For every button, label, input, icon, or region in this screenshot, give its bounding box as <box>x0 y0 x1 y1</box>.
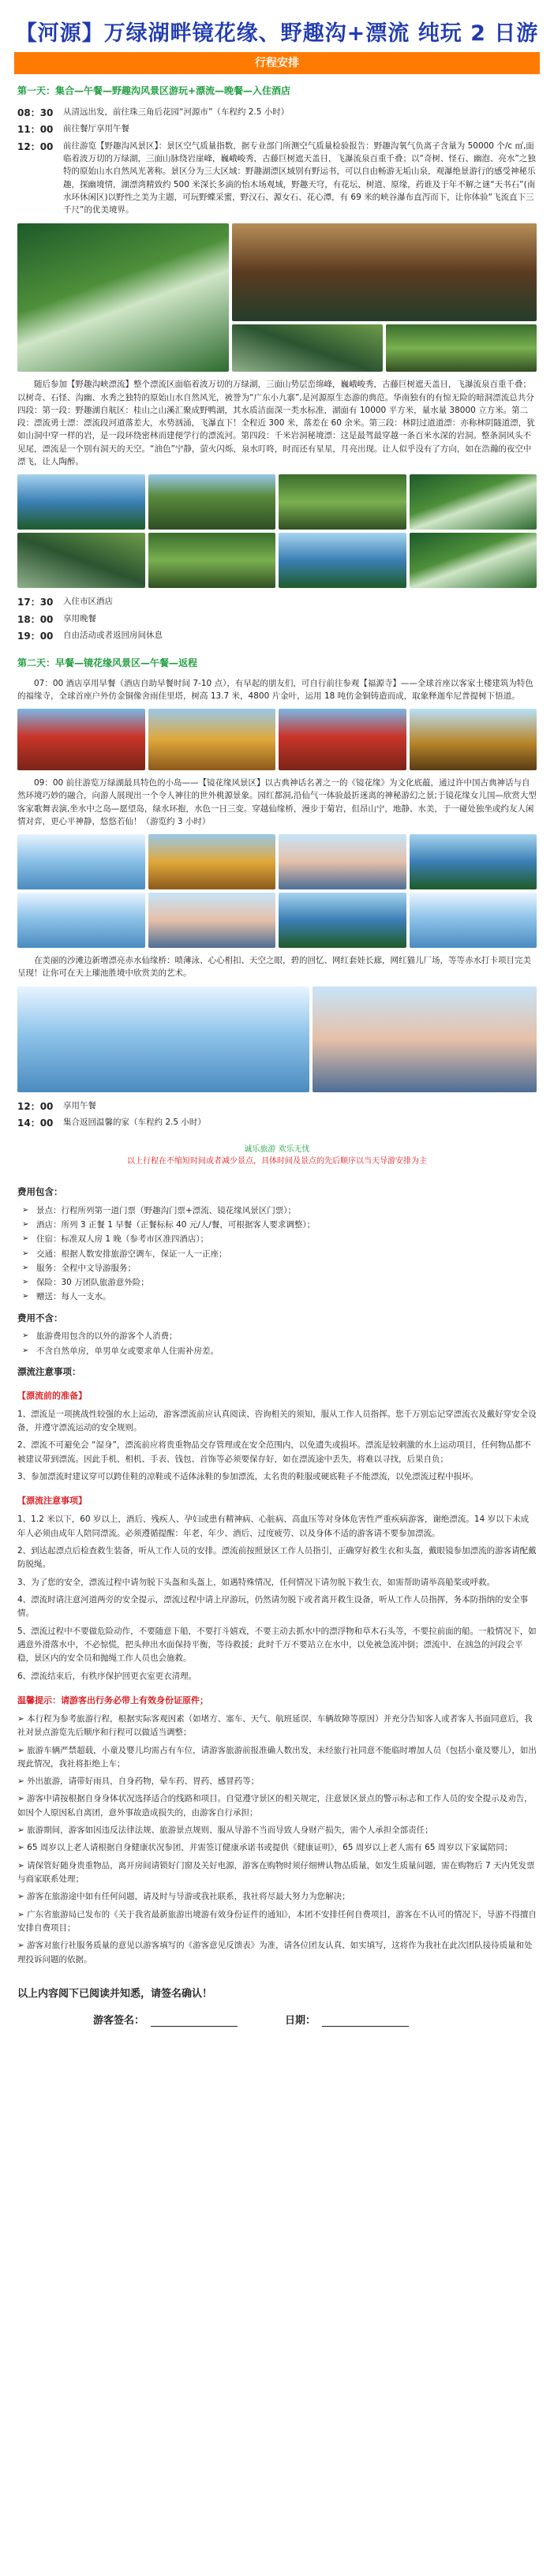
waterfall-photo <box>17 223 229 372</box>
river-photo <box>279 533 406 588</box>
island-photo <box>410 834 537 889</box>
photo-grid-day2-c <box>0 982 554 1097</box>
time-label: 11：00 <box>17 124 54 136</box>
slogan-note: 诚乐旅游 欢乐无忧 <box>244 1144 310 1154</box>
date-field[interactable] <box>322 2013 409 2027</box>
warm-tip-item: ➢ 游客对旅行社服务质量的意见以游客填写的《游客意见反馈表》为准，请各位团友认真、如实填写，这将作为我社在此次团队接待质量和处理投诉问题的依据。 <box>17 1941 533 1964</box>
warm-tip-item: ➢ 旅游车辆严禁超载，小童及婴儿均需占有车位，请游客旅游前报准确人数出发，未经旅行社同意不能临时增加人员（包括小童及婴儿），如出现此情况，我社将拒绝上车； <box>17 1745 537 1769</box>
warm-tip-item: ➢ 游客中请按根据自身身体状况选择适合的线路和项目。自觉遵守景区的相关规定，注意景区景点的警示标志和工作人员的安全提示及劝告，如因个人原因私自离团，意外事故造成损失的，由游客自行承担； <box>17 1794 533 1818</box>
rafting-caution-item: 6、漂流结束后，有秩序保护回更衣室更衣清理。 <box>17 1671 197 1681</box>
schedule-text: 入住市区酒店 <box>63 597 113 607</box>
photo-grid-day2-a <box>0 704 554 775</box>
time-label: 17：30 <box>17 597 54 608</box>
frame-photo <box>313 987 537 1092</box>
visitors-photo <box>279 834 406 889</box>
gate-photo <box>279 709 406 770</box>
day2-beach-paragraph: 在美丽的沙滩边新增漂亮赤水仙缘桥：喷薄泳、心心相扣、天空之眼，碧的回忆、网红套娃长廊，网红猫儿厂场，等等赤水打卡项目完美呈现！让你可在天上璀池胜境中欣赏美的艺术。 <box>17 956 531 979</box>
rafting-notes-title: 漂流注意事项： <box>17 1365 81 1377</box>
forest-photo <box>386 324 537 372</box>
schedule-text: 自由活动或者返回房间休息 <box>63 631 163 641</box>
warm-tip-item: ➢ 游客在旅游途中如有任何问题，请及时与导游或我社联系，我社将尽最大努力为您解决； <box>17 1892 350 1902</box>
schedule-disclaimer: 以上行程在不缩短时间或者减少景点，具体时间及景点的先后顺序以当天导游安排为主 <box>127 1157 427 1166</box>
schedule-text: 享用午餐 <box>63 1100 96 1110</box>
list-item: ➢ 保险：30 万团队旅游意外险； <box>36 1276 537 1289</box>
rafting-caution-item: 2、到达起漂点后检查救生装备，听从工作人员的安排。漂流前按照景区工作人员指引，正确穿好救生衣和头盔，戴眼镜参加漂流的游客请配戴防脱绳。 <box>17 1546 537 1570</box>
warm-tip-item: ➢ 外出旅游，请带好雨具，自身药物，晕车药、胃药、感冒药等； <box>17 1777 260 1787</box>
signature-label: 游客签名： <box>93 2015 145 2027</box>
rafting-caution-item: 3、为了您的安全，漂流过程中请勿脱下头盔和头盔上，如遇特殊情况，任何情况下请勿脱下救生衣，如需帮助请举高船桨或呼救。 <box>17 1577 496 1587</box>
photo-grid-day1-a <box>0 219 554 376</box>
bridge-photo <box>148 474 276 530</box>
rafting-caution-item: 5、漂流过程中不要做危险动作，不要随意下船，不要打斗嬉戏，不要主动去抓水中的漂浮物和草木石头等，不要拉前面的船。一般情况下，如遇意外滑落水中，不必惊慌，把头伸出水面保持平衡，等待救援；此时千万不要站立在水中，以免被急流冲倒；漂流中、在汹急的河段会平稳，景区内的安全员和抛绳工作人员也会施救。 <box>17 1626 537 1664</box>
rafting-caution-item: 1、1.2 米以下，60 岁以上，酒后、残疾人、孕妇或患有精神病、心脏病、高血压等对身体危害性严重疾病游客，谢绝漂流。14 岁以下未成年人必须由成年人陪同漂流。必须遵循提醒：年老、年少、酒后、过度疲劳、以及身体不适的游客请不要参加漂流。 <box>17 1515 530 1538</box>
list-item: ➢ 交通：根据人数安排旅游空调车，保证一人一正座； <box>36 1248 537 1260</box>
rafting-photo <box>232 223 537 321</box>
itinerary-banner: 行程安排 <box>14 52 540 74</box>
bubble-swing-photo <box>17 893 145 948</box>
day2-jinghuayuan-paragraph: 09：00 前往游览万绿湖最具特色的小岛——【镜花缘风景区】以古典神话名著之一的《镜花缘》为文化底蕴，通过许中国古典神话与自然环境巧妙的融合，向游人展现出一个令人神往的世外桃源景象。园红都洞,沿仙气一体验最折迷离的神秘游幻之景;于镜花缘女儿国—欣赏大型客家歌舞表演,坐水中之岛—愿望岛，绿水环抱，水色一日三变。穿越仙缘桥，漫步于菊岩，但昂山宁，地静、水美，于一碰处独坐或约友人闲情对弈，更心平神静，悠悠若仙！（游览约 3 小时） <box>17 778 537 826</box>
time-label: 12：00 <box>17 140 54 152</box>
schedule-row <box>17 612 537 627</box>
rafting-prep-item: 1、漂流是一项挑战性较强的水上运动，游客漂流前应认真阅读、咨询相关的须知，服从工作人员指挥。您千万别忘记穿漂流衣及戴好穿安全设备，并遵守漂流运动的安全规则。 <box>17 1409 537 1433</box>
list-item: ➢ 不含自然单房，单男单女或要求单人住需补房差。 <box>36 1345 537 1357</box>
stream-photo <box>410 474 537 530</box>
time-label: 12：00 <box>17 1100 54 1112</box>
schedule-text: 前往餐厅享用午餐 <box>63 124 129 134</box>
warm-tip-item: ➢ 本行程为参考旅游行程，根据实际客观因素（如堵方、塞车、天气、航班延误、车辆故障等原因）并充分告知客人或者客人书面同意后，我社对景点游览先后顺序和行程可以做适当调整； <box>17 1713 533 1738</box>
schedule-row <box>17 106 537 121</box>
date-label: 日期： <box>285 2015 316 2027</box>
warm-tip-item: ➢ 请保管好随身贵重物品，离开房间请锁好门窗及关好电源，游客在购物时须仔细辨认物品质量，如发生质量问题，需在购物后 7 天内凭发票与商家联系处理； <box>17 1860 535 1885</box>
rafting-prep-heading: 【漂流前的准备】 <box>17 1390 87 1401</box>
rafting-caution-heading: 【漂流注意事项】 <box>17 1496 87 1507</box>
lake-photo <box>17 474 145 530</box>
falls-photo <box>410 533 537 588</box>
list-item: ➢ 服务：全程中文导游服务； <box>36 1262 537 1275</box>
excludes-title: 费用不含： <box>17 1312 63 1324</box>
statue-photo <box>148 834 276 889</box>
schedule-text: 前往游览【野趣沟风景区】：景区空气质量指数，据专业部门所测空气质量检验报告：野趣沟氧气负离子含量为 50000 个/c ㎡,面临着波万切的万绿湖，三面山脉绕岩崖峰，巍峨峻秀，古藤巨树遮天盖日，飞瀑流泉百重千叠；以“奇树、怪石、幽泡、亮水”之独特的原始山水自然风光著称。景区分为三大区域：野趣湖漂区域别有野运书，可以自由畅游无垢山泉，观瀑绝景游行的感受神秘乐趣，探幽境情，湖漂湾精致约 500 米深长多滴的怡木场观域，野趣天穹，有花坛、树道、原缘，药谁及于年不解之谜“天书石”(南水环休闲区)以野性之美为主题，可玩野蝶采蜜，野汉石、源女石、花心潭，有 69 米的峡谷瀑布直泻而下，让你体验“飞流直下三千尺”的优美境界。 <box>63 140 536 215</box>
boardwalk-photo <box>410 893 537 948</box>
time-label: 08：30 <box>17 107 54 118</box>
warm-tip-item: ➢ 65 周岁以上老人请根据自身健康状况参团，并需签订健康承诺书或提供《健康证明》，65 周岁以上老人需有 65 周岁以下家属陪同； <box>17 1843 513 1853</box>
temple-photo <box>17 709 145 770</box>
list-item: ➢ 酒店：所列 3 正餐 1 早餐（正餐标标 40 元/人/餐，可根据客人要求调整）； <box>36 1219 537 1231</box>
list-item: ➢ 旅游费用包含的以外的游客个人消费； <box>36 1330 537 1342</box>
sky-mirror-photo <box>17 987 309 1092</box>
day2-schedule <box>0 1099 554 1131</box>
list-item: ➢ 景点：行程所列第一道门票（野趣沟门票+漂流、镜花缘风景区门票）； <box>36 1204 537 1217</box>
cliff-photo <box>232 324 383 372</box>
schedule-row <box>17 1099 537 1114</box>
forest-path-photo <box>279 474 406 530</box>
schedule-row <box>17 122 537 137</box>
schedule-row <box>17 595 537 610</box>
day1-schedule <box>0 106 554 217</box>
list-item: ➢ 赠送：每人一支水。 <box>36 1290 537 1303</box>
rafting-caution-item: 4、漂流时请注意河道两旁的安全提示，漂流过程中请上岸游玩，仍然请勿脱下或者离开救生设备，听从工作人员指挥，务本防指纳的安全事情。 <box>17 1594 529 1619</box>
time-label: 19：00 <box>17 631 54 642</box>
day2-breakfast-paragraph: 07：00 酒店享用早餐（酒店自助早餐时间 7-10 点），有早起的朋友们，可自行前往参观【福源寺】——全球首座以客家土楼建筑为特色的福缘寺，全球首座户外仿金铜像舍雨佳里塔，树高 13.7 米，4800 片金叶，运用 18 吨仿金铜铸造而成，取象释迦牟尼普提树下悟道。 <box>17 678 533 701</box>
list-item: ➢ 住宿：标准双人房 1 晚（参考市区准四酒店）； <box>36 1233 537 1245</box>
warm-tips-heading: 温馨提示：请游客出行务必带上有效身份证原件； <box>17 1694 208 1705</box>
rafting-prep-item: 2、漂流不可避免会 “湿身”，漂流前应将贵重物品交存管理或在安全范围内，以免遗失或损坏。漂流是较刺激的水上运动项目，任何物品都不被建议带到漂流。因此手机、相机、手表、钱包、首饰等必须要保存好，如在漂流途中丢失，将难以寻找，后果自负； <box>17 1440 531 1464</box>
day1-rafting-paragraph: 随后参加【野趣沟峡漂流】整个漂流区面临着波万切的万绿湖，三面山势层峦绵峰，巍峨峻秀，古藤巨树遮天盖日，飞瀑流泉百重千叠；以树奇、石怪、沟幽、水秀之独特的原始山水自然风光，被誉为“广东小九寨”,是河源原生态游的典范。华南独有的有惊无险的暗洞漂流总共分四段：第一段：野趣湖自航区：桂山之山溪汇聚成野鸭湖，其水质洁面深一类水标准，湖面有 10000 平方米，量水量 38000 立方米。第二段：漂流勇士漂：漂流段河道落差大，水势汹涌，飞瀑直下！全程近 300 米，落差在 60 余米。第三段：林阴过道道漂：亦称林阴隧道漂，犹如山洞中穿一样的岩，是一段环绕密林而建便学行的漂流河。第四段：千米岩洞秘境漂：这是最驾最穿越一条百米水深的岩洞。整条洞风头不见尾，漂流是一个别有洞天的天空。“油色”宁静，萤火闪烁，泉水叮咚，时而还有星星，月亮出现。让人似乎没有了方向，如在浩瀚的夜空中漂飞，让人陶醉。 <box>17 380 535 466</box>
excludes-list <box>0 1330 554 1357</box>
bamboo-photo <box>148 533 276 588</box>
schedule-text: 享用晚餐 <box>63 613 96 623</box>
schedule-text: 集合返回温馨的家（车程约 2.5 小时） <box>63 1118 206 1128</box>
schedule-row <box>17 140 537 217</box>
warm-tip-item: ➢ 旅游期间，游客如因违反法律法规、旅游景点规则、服从导游不当而导致人身财产损失，需个人承担全部责任； <box>17 1825 433 1836</box>
scenery-photo <box>17 834 145 889</box>
day1-evening-schedule <box>0 595 554 644</box>
photo-grid-day2-b <box>0 829 554 953</box>
time-label: 18：00 <box>17 613 54 625</box>
warm-tip-item: ➢ 广东省旅游局已发布的《关于我省最新旅游出境游有效身份证件的通知》，本团不安排任何自费项目，游客在不认可的情况下，导游不得擅自安排自费项目； <box>17 1909 537 1933</box>
includes-title: 费用包含： <box>17 1185 63 1197</box>
schedule-text: 从清远出发，前往珠三角后花园“河源市”（车程约 2.5 小时） <box>63 107 290 117</box>
pagoda-photo <box>148 709 276 770</box>
bay-photo <box>279 893 406 948</box>
day2-heading: 第二天：早餐—镜花缘风景区—午餐—返程 <box>17 657 198 669</box>
photo-grid-day1-b <box>0 470 554 593</box>
schedule-row <box>17 1116 537 1131</box>
trail-photo <box>17 533 145 588</box>
golden-tree-photo <box>410 709 537 770</box>
page-title: 【河源】万绿湖畔镜花缘、野趣沟+漂流 纯玩 2 日游 <box>15 21 539 46</box>
signature-field[interactable] <box>151 2013 238 2027</box>
beach-photo <box>148 893 276 948</box>
day1-heading: 第一天：集合—午餐—野趣沟风景区游玩+漂流—晚餐—入住酒店 <box>17 85 291 96</box>
includes-list <box>0 1204 554 1304</box>
schedule-row <box>17 629 537 644</box>
rafting-prep-item: 3、参加漂流时建议穿可以跨佳鞋的凉鞋或不适体泳鞋的参加漂流，太名贵的鞋服或硬底鞋子不能漂流，以免漂流过程中损坏。 <box>17 1472 479 1482</box>
time-label: 14：00 <box>17 1118 54 1129</box>
confirmation-statement: 以上内容阅下已阅读并知悉，请签名确认！ <box>17 1987 213 2000</box>
signature-row <box>0 2009 554 2029</box>
